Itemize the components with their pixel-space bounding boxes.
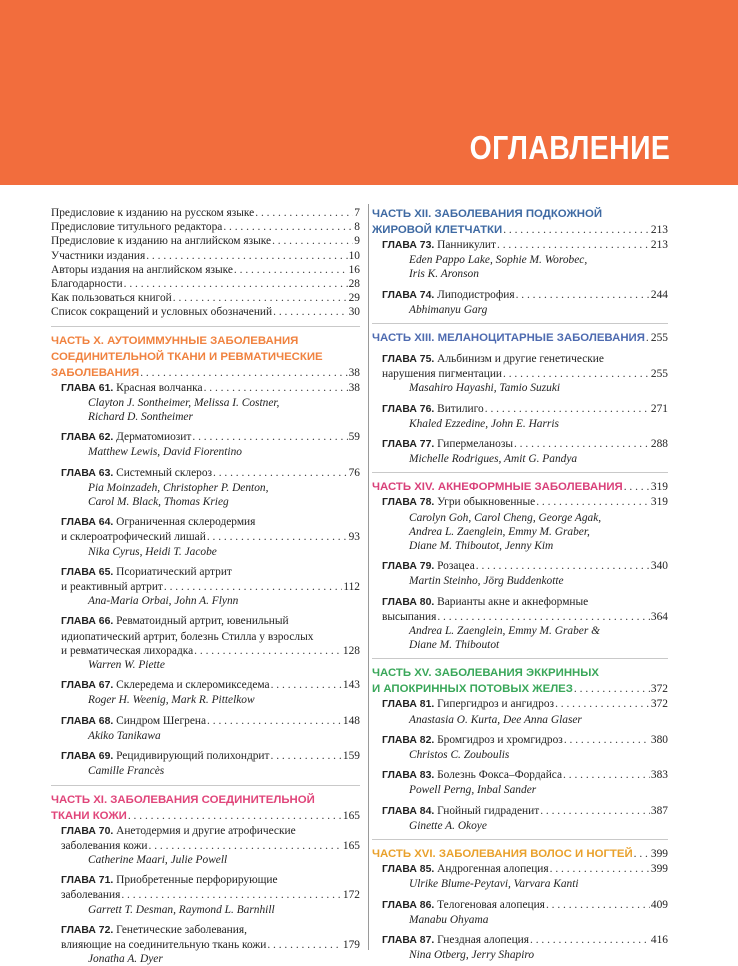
- chapter-70-cont[interactable]: заболевания кожи . . . 165: [61, 839, 360, 853]
- chapter-authors: Diane M. Thiboutot, Jenny Kim: [409, 540, 554, 553]
- toc-left-column: [51, 206, 360, 966]
- chapter-72[interactable]: ГЛАВА 72. Генетические заболевания,: [61, 923, 247, 936]
- chapter-80-cont[interactable]: высыпания . . . 364: [382, 610, 668, 624]
- part-x-heading-line2[interactable]: СОЕДИНИТЕЛЬНОЙ ТКАНИ И РЕВМАТИЧЕСКИЕ: [51, 350, 323, 363]
- chapter-79[interactable]: ГЛАВА 79. Розацеа . . . 340: [382, 559, 668, 574]
- chapter-82[interactable]: ГЛАВА 82. Бромгидроз и хромгидроз . . . 380: [382, 733, 668, 748]
- chapter-80[interactable]: ГЛАВА 80. Варианты акне и акнеформные: [382, 595, 589, 608]
- chapter-authors: Roger H. Weenig, Mark R. Pittelkow: [88, 694, 255, 707]
- part-x-heading[interactable]: ЧАСТЬ X. АУТОИММУННЫЕ ЗАБОЛЕВАНИЯ: [51, 334, 299, 347]
- chapter-74[interactable]: ГЛАВА 74. Липодистрофия . . . 244: [382, 288, 668, 303]
- chapter-authors: Matthew Lewis, David Fiorentino: [88, 446, 242, 459]
- chapter-authors: Christos C. Zouboulis: [409, 749, 510, 762]
- chapter-authors: Richard D. Sontheimer: [88, 411, 193, 424]
- section-rule: [372, 839, 668, 840]
- chapter-authors: Ana-Maria Orbai, John A. Flynn: [88, 595, 239, 608]
- part-xv-heading-line2[interactable]: И АПОКРИННЫХ ПОТОВЫХ ЖЕЛЕЗ . . . 372: [372, 681, 668, 697]
- toc-entry[interactable]: Благодарности . . . 28: [51, 277, 360, 291]
- chapter-authors: Clayton J. Sontheimer, Melissa I. Costner,: [88, 396, 280, 409]
- toc-right-column: [372, 206, 668, 962]
- toc-entry[interactable]: Предисловие к изданию на английском языке . . . 9: [51, 234, 360, 248]
- chapter-authors: Warren W. Piette: [88, 659, 165, 672]
- page-title: ОГЛАВЛЕНИЕ: [469, 129, 670, 166]
- chapter-72-cont[interactable]: влияющие на соединительную ткань кожи . . . 179: [61, 938, 360, 952]
- part-xvi-heading[interactable]: ЧАСТЬ XVI. ЗАБОЛЕВАНИЯ ВОЛОС И НОГТЕЙ . . . 399: [372, 846, 668, 862]
- section-rule: [372, 472, 668, 473]
- chapter-87[interactable]: ГЛАВА 87. Гнездная алопеция . . . 416: [382, 933, 668, 948]
- chapter-75-cont[interactable]: нарушения пигментации . . . 255: [382, 367, 668, 381]
- part-xiii-heading[interactable]: ЧАСТЬ XIII. МЕЛАНОЦИТАРНЫЕ ЗАБОЛЕВАНИЯ . . . 255: [372, 330, 668, 346]
- chapter-authors: Carolyn Goh, Carol Cheng, George Agak,: [409, 511, 602, 524]
- chapter-63[interactable]: ГЛАВА 63. Системный склероз . . . 76: [61, 466, 360, 481]
- chapter-authors: Catherine Maari, Julie Powell: [88, 853, 228, 866]
- section-rule: [372, 658, 668, 659]
- toc-entry[interactable]: Предисловие титульного редактора . . . 8: [51, 220, 360, 234]
- column-divider: [368, 204, 369, 950]
- chapter-61[interactable]: ГЛАВА 61. Красная волчанка . . . 38: [61, 381, 360, 396]
- chapter-authors: Diane M. Thiboutot: [409, 639, 500, 652]
- chapter-authors: Camille Francès: [88, 765, 165, 778]
- chapter-71[interactable]: ГЛАВА 71. Приобретенные перфорирующие: [61, 874, 278, 887]
- chapter-authors: Jonatha A. Dyer: [88, 953, 163, 966]
- chapter-authors: Manabu Ohyama: [409, 913, 489, 926]
- chapter-authors: Iris K. Aronson: [409, 268, 479, 281]
- chapter-authors: Ulrike Blume-Peytavi, Varvara Kanti: [409, 878, 579, 891]
- toc-entry[interactable]: Как пользоваться книгой . . . 29: [51, 291, 360, 305]
- chapter-65-cont[interactable]: и реактивный артрит . . . 112: [61, 580, 360, 594]
- section-rule: [51, 785, 360, 786]
- chapter-authors: Powell Perng, Inbal Sander: [409, 784, 537, 797]
- section-rule: [51, 326, 360, 327]
- toc-entry[interactable]: Авторы издания на английском языке . . . 16: [51, 263, 360, 277]
- chapter-authors: Carol M. Black, Thomas Krieg: [88, 496, 229, 509]
- toc-entry[interactable]: Список сокращений и условных обозначений . . . 30: [51, 305, 360, 319]
- chapter-85[interactable]: ГЛАВА 85. Андрогенная алопеция . . . 399: [382, 862, 668, 877]
- chapter-authors: Pia Moinzadeh, Christopher P. Denton,: [88, 481, 269, 494]
- chapter-authors: Abhimanyu Garg: [409, 303, 488, 316]
- chapter-authors: Nina Otberg, Jerry Shapiro: [409, 949, 535, 962]
- part-xi-heading-line2[interactable]: ТКАНИ КОЖИ . . . 165: [51, 808, 360, 824]
- chapter-75[interactable]: ГЛАВА 75. Альбинизм и другие генетические: [382, 353, 604, 366]
- part-xii-heading-line2[interactable]: ЖИРОВОЙ КЛЕТЧАТКИ . . . 213: [372, 222, 668, 238]
- chapter-authors: Khaled Ezzedine, John E. Harris: [409, 417, 559, 430]
- chapter-71-cont[interactable]: заболевания . . . 172: [61, 888, 360, 902]
- chapter-authors: Michelle Rodrigues, Amit G. Pandya: [409, 453, 578, 466]
- chapter-64-cont[interactable]: и склероатрофический лишай . . . 93: [61, 530, 360, 544]
- chapter-authors: Garrett T. Desman, Raymond L. Barnhill: [88, 903, 275, 916]
- chapter-65[interactable]: ГЛАВА 65. Псориатический артрит: [61, 565, 232, 578]
- chapter-authors: Ginette A. Okoye: [409, 819, 487, 832]
- chapter-66-cont: идиопатический артрит, болезнь Стилла у взрослых: [61, 630, 314, 643]
- chapter-81[interactable]: ГЛАВА 81. Гипергидроз и ангидроз . . . 372: [382, 697, 668, 712]
- chapter-73[interactable]: ГЛАВА 73. Панникулит . . . 213: [382, 238, 668, 253]
- part-xi-heading[interactable]: ЧАСТЬ XI. ЗАБОЛЕВАНИЯ СОЕДИНИТЕЛЬНОЙ: [51, 793, 315, 806]
- header-banner: [0, 0, 738, 185]
- chapter-76[interactable]: ГЛАВА 76. Витилиго . . . 271: [382, 402, 668, 417]
- chapter-68[interactable]: ГЛАВА 68. Синдром Шегрена . . . 148: [61, 714, 360, 729]
- chapter-authors: Nika Cyrus, Heidi T. Jacobe: [88, 545, 217, 558]
- chapter-authors: Anastasia O. Kurta, Dee Anna Glaser: [409, 713, 582, 726]
- chapter-66-cont[interactable]: и ревматическая лихорадка . . . 128: [61, 644, 360, 658]
- chapter-70[interactable]: ГЛАВА 70. Анетодермия и другие атрофические: [61, 824, 296, 837]
- chapter-authors: Eden Pappo Lake, Sophie M. Worobec,: [409, 254, 588, 267]
- section-rule: [372, 323, 668, 324]
- chapter-64[interactable]: ГЛАВА 64. Ограниченная склеродермия: [61, 516, 256, 529]
- part-xii-heading[interactable]: ЧАСТЬ XII. ЗАБОЛЕВАНИЯ ПОДКОЖНОЙ: [372, 208, 603, 220]
- part-x-heading-line3[interactable]: ЗАБОЛЕВАНИЯ . . . 38: [51, 365, 360, 381]
- chapter-authors: Akiko Tanikawa: [88, 729, 161, 742]
- toc-entry[interactable]: Участники издания . . . 10: [51, 249, 360, 263]
- chapter-66[interactable]: ГЛАВА 66. Ревматоидный артрит, ювенильный: [61, 615, 289, 628]
- chapter-84[interactable]: ГЛАВА 84. Гнойный гидраденит . . . 387: [382, 804, 668, 819]
- chapter-authors: Martin Steinho, Jörg Buddenkotte: [409, 575, 564, 588]
- chapter-69[interactable]: ГЛАВА 69. Рецидивирующий полихондрит . . . 159: [61, 749, 360, 764]
- part-xiv-heading[interactable]: ЧАСТЬ XIV. АКНЕФОРМНЫЕ ЗАБОЛЕВАНИЯ . . . 319: [372, 479, 668, 495]
- chapter-86[interactable]: ГЛАВА 86. Телогеновая алопеция . . . 409: [382, 898, 668, 913]
- chapter-authors: Andrea L. Zaenglein, Emmy M. Graber &: [409, 625, 600, 638]
- part-xv-heading[interactable]: ЧАСТЬ XV. ЗАБОЛЕВАНИЯ ЭККРИННЫХ: [372, 667, 600, 680]
- chapter-62[interactable]: ГЛАВА 62. Дерматомиозит . . . 59: [61, 430, 360, 445]
- chapter-77[interactable]: ГЛАВА 77. Гипермеланозы . . . 288: [382, 437, 668, 452]
- chapter-authors: Masahiro Hayashi, Tamio Suzuki: [409, 382, 561, 395]
- toc-entry[interactable]: Предисловие к изданию на русском языке . . . 7: [51, 206, 360, 220]
- chapter-authors: Andrea L. Zaenglein, Emmy M. Graber,: [409, 525, 590, 538]
- chapter-78[interactable]: ГЛАВА 78. Угри обыкновенные . . . 319: [382, 495, 668, 510]
- chapter-83[interactable]: ГЛАВА 83. Болезнь Фокса–Фордайса . . . 383: [382, 768, 668, 783]
- chapter-67[interactable]: ГЛАВА 67. Склередема и склеромикседема . . . 143: [61, 678, 360, 693]
